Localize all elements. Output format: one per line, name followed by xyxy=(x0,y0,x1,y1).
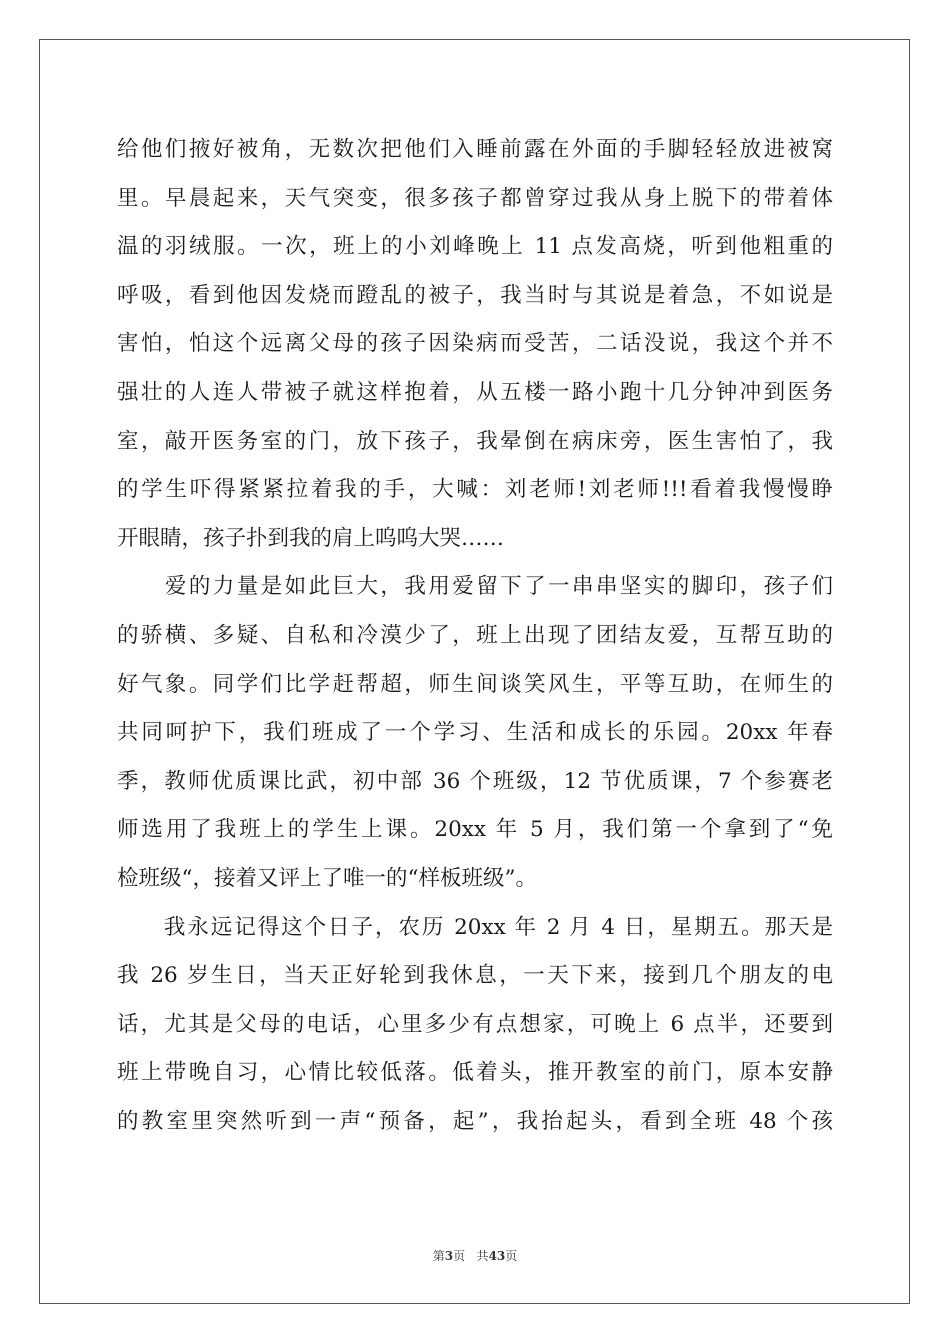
footer-page-suffix: 页 xyxy=(453,1249,466,1263)
text-line: 检班级“，接着又评上了唯一的“样板班级”。 xyxy=(117,865,537,891)
text-line: 温的羽绒服。一次，班上的小刘峰晚上 11 点发高烧，听到他粗重的 xyxy=(117,234,833,260)
text-line: 好气象。同学们比学赶帮超，师生间谈笑风生，平等互助，在师生的 xyxy=(117,671,833,697)
footer-page-number: 3 xyxy=(444,1249,454,1263)
page-footer xyxy=(0,1247,950,1264)
footer-total-prefix: 共 xyxy=(476,1249,489,1263)
text-line: 强壮的人连人带被子就这样抱着，从五楼一路小跑十几分钟冲到医务 xyxy=(117,379,833,405)
text-line: 班上带晚自习，心情比较低落。低着头，推开教室的前门，原本安静 xyxy=(117,1060,833,1086)
text-line: 害怕，怕这个远离父母的孩子因染病而受苦，二话没说，我这个并不 xyxy=(117,331,833,357)
footer-total-suffix: 页 xyxy=(505,1249,518,1263)
text-line: 开眼睛，孩子扑到我的肩上呜呜大哭…… xyxy=(117,525,505,551)
text-line: 的教室里突然听到一声“预备，起”，我抬起头，看到全班 48 个孩 xyxy=(117,1108,833,1134)
footer-prefix: 第 xyxy=(432,1249,445,1263)
text-line: 室，敲开医务室的门，放下孩子，我晕倒在病床旁，医生害怕了，我 xyxy=(117,428,833,454)
text-line: 共同呵护下，我们班成了一个学习、生活和成长的乐园。20xx 年春 xyxy=(117,720,833,746)
text-line: 的骄横、多疑、自私和冷漠少了，班上出现了团结友爱，互帮互助的 xyxy=(117,622,833,648)
text-line: 里。早晨起来，天气突变，很多孩子都曾穿过我从身上脱下的带着体 xyxy=(117,185,833,211)
document-body xyxy=(117,126,833,1146)
text-line: 给他们掖好被角，无数次把他们入睡前露在外面的手脚轻轻放进被窝 xyxy=(117,137,833,162)
text-line: 师选用了我班上的学生上课。20xx 年 5 月，我们第一个拿到了“免 xyxy=(117,817,833,843)
text-line: 我永远记得这个日子，农历 20xx 年 2 月 4 日，星期五。那天是 xyxy=(117,914,833,940)
text-line: 的学生吓得紧紧拉着我的手，大喊：刘老师!刘老师!!!看着我慢慢睁 xyxy=(117,477,834,503)
footer-total-pages: 43 xyxy=(488,1249,506,1263)
text-line: 话，尤其是父母的电话，心里多少有点想家，可晚上 6 点半，还要到 xyxy=(117,1011,833,1037)
text-line: 爱的力量是如此巨大，我用爱留下了一串串坚实的脚印，孩子们 xyxy=(117,574,833,600)
text-line: 季，教师优质课比武，初中部 36 个班级，12 节优质课，7 个参赛老 xyxy=(117,768,833,794)
text-line: 呼吸，看到他因发烧而蹬乱的被子，我当时与其说是着急，不如说是 xyxy=(117,282,833,308)
text-line: 我 26 岁生日，当天正好轮到我休息，一天下来，接到几个朋友的电 xyxy=(117,963,833,989)
